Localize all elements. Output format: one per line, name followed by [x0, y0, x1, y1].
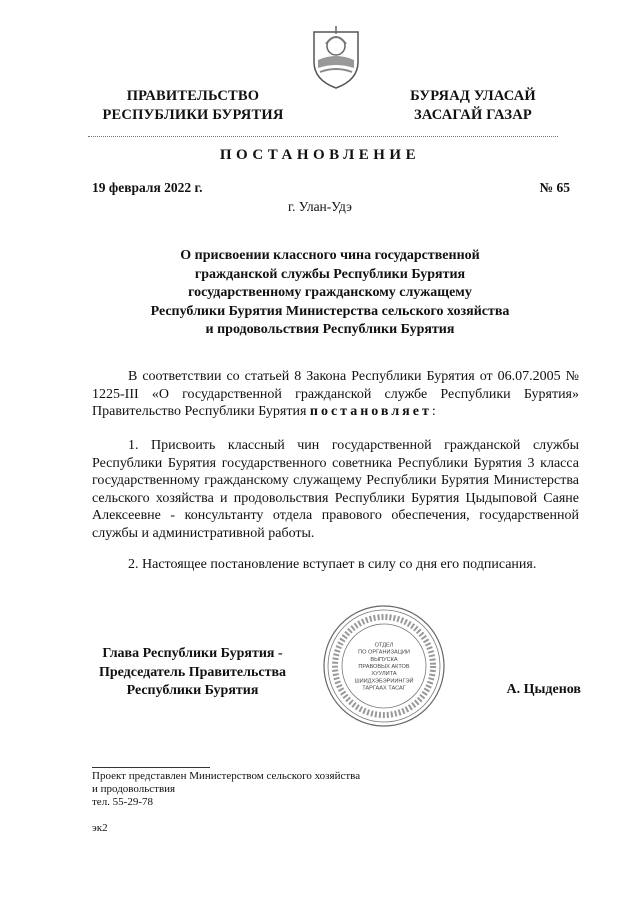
footer-line-1: Проект представлен Министерством сельского хозяйства [92, 770, 361, 782]
title-line-3: государственному гражданскому служащему [188, 285, 472, 300]
document-reference: эк2 [92, 822, 108, 834]
document-type: ПОСТАНОВЛЕНИЕ [219, 147, 421, 163]
footer-line-2: и продовольствия [92, 783, 176, 795]
paragraph-item-1: 1. Присвоить классный чин государственной гражданской службы Республики Бурятия государственного советника Республики Бурятия 3 класса государственному гражданскому служащему Республики Бурятия Министерства сельского хозяйства и продовольствия Республики Бурятия Цыдыповой Саяне Алексеевне - консультанту отдела правового обеспечения, государственной службы и административной работы. [92, 438, 579, 541]
footer-note [92, 770, 452, 809]
stamp-text-line: ТАРГААХ ТАСАГ [362, 685, 406, 692]
title-line-4: Республики Бурятия Министерства сельского хозяйства [150, 303, 510, 319]
stamp-text-line: ВЫПУСКА [370, 656, 398, 663]
stamp-text-line: ОТДЕЛ [374, 642, 394, 649]
stamp-text-line: ШИИДХЭБЭРИИНГЭЙ [354, 678, 414, 685]
paragraph-preamble [92, 368, 579, 421]
header-right-line-1: БУРЯАД УЛАСАЙ [410, 88, 536, 104]
paragraph-item-2: 2. Настоящее постановление вступает в силу со дня его подписания. [128, 557, 537, 572]
stamp-text-line: ПО ОРГАНИЗАЦИИ [358, 649, 410, 656]
title-line-2: гражданской службы Республики Бурятия [194, 266, 466, 282]
official-stamp [320, 602, 448, 730]
position-line-3: Республики Бурятия [126, 683, 259, 698]
stamp-text-line: ХУУЛИТА [371, 671, 397, 678]
coat-of-arms-emblem [308, 22, 364, 90]
position-line-2: Председатель Правительства [98, 664, 287, 680]
signatory-name: А. Цыденов [506, 682, 581, 697]
document-city: г. Улан-Удэ [288, 199, 352, 214]
title-line-1: О присвоении классного чина государственной [180, 248, 480, 263]
header-right-line-2: ЗАСАГАЙ ГАЗАР [414, 107, 532, 123]
preamble-keyword: постановляет [309, 404, 432, 419]
document-date: 19 февраля 2022 г. [92, 180, 203, 195]
header-left [88, 87, 298, 125]
position-line-1: Глава Республики Бурятия - [102, 646, 283, 661]
preamble-text: В соответствии со статьей 8 Закона Республики Бурятия от 06.07.2005 № 1225-III «О государственной гражданской службе Республики Бурятия» Правительство Республики Бурятия [92, 369, 579, 419]
preamble-end: : [431, 404, 436, 419]
header-right [388, 87, 558, 125]
document-number: № 65 [539, 180, 570, 195]
document-title [120, 247, 540, 340]
footer-divider [92, 767, 210, 768]
stamp-text-line: ПРАВОВЫХ АКТОВ [358, 664, 410, 670]
title-line-5: и продовольствия Республики Бурятия [205, 322, 455, 337]
header-left-line-2: РЕСПУБЛИКИ БУРЯТИЯ [102, 107, 284, 123]
header-divider [88, 136, 558, 137]
footer-line-3: тел. 55-29-78 [92, 796, 154, 808]
signatory-position [90, 645, 295, 701]
header-left-line-1: ПРАВИТЕЛЬСТВО [126, 88, 260, 104]
